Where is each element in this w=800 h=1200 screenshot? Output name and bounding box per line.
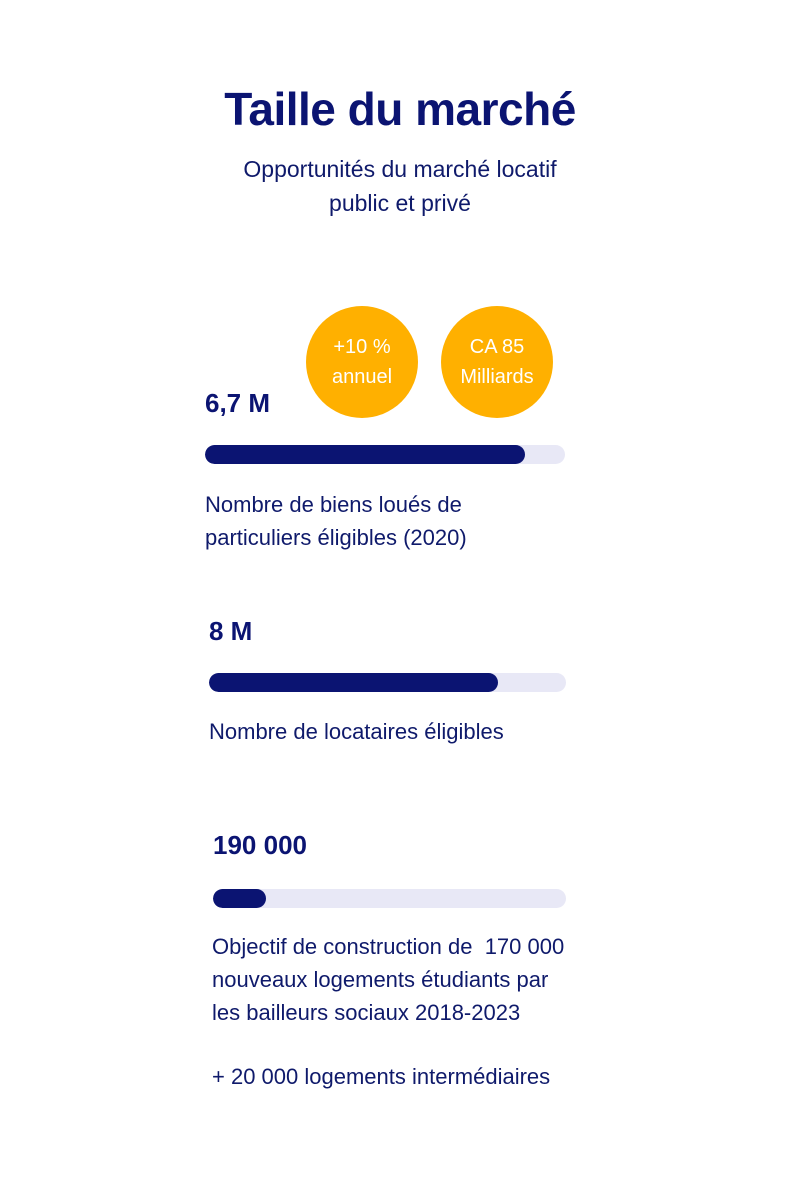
growth-badge-line-1: +10 % (333, 336, 391, 358)
stat-desc-properties (205, 488, 467, 554)
stat-desc-construction-line-1: Objectif de construction de 170 000 (212, 934, 565, 959)
progress-fill-construction (213, 889, 266, 908)
stat-value-tenants: 8 M (209, 616, 253, 646)
page-subtitle (200, 152, 600, 220)
progress-fill-tenants (209, 673, 498, 692)
stat-desc-tenants-line-1: Nombre de locataires éligibles (209, 719, 504, 744)
subtitle-line-2: public et privé (329, 190, 471, 216)
growth-badge (306, 306, 418, 418)
revenue-badge-line-2: Milliards (460, 366, 534, 388)
stat-desc-properties-line-1: Nombre de biens loués de (205, 492, 462, 517)
revenue-badge-line-1: CA 85 (469, 336, 525, 358)
stat-desc-properties-line-2: particuliers éligibles (2020) (205, 525, 467, 550)
stat-value-properties: 6,7 M (205, 388, 271, 418)
stat-desc-construction-line-2: nouveaux logements étudiants par (212, 967, 549, 992)
stat-desc-tenants (209, 715, 504, 748)
progress-fill-properties (205, 445, 525, 464)
stat-desc-construction (212, 930, 564, 1029)
progress-track-tenants (209, 673, 566, 692)
stat-desc-construction-line-3: les bailleurs sociaux 2018-2023 (212, 1000, 521, 1025)
page-title: Taille du marché (224, 83, 576, 135)
growth-badge-line-2: annuel (331, 366, 393, 388)
subtitle-line-1: Opportunités du marché locatif (243, 156, 557, 182)
revenue-badge (441, 306, 553, 418)
progress-track-properties (205, 445, 565, 464)
stat-value-construction: 190 000 (213, 830, 307, 860)
stat-extra-intermediate: + 20 000 logements intermédiaires (212, 1064, 551, 1089)
progress-track-construction (213, 889, 566, 908)
